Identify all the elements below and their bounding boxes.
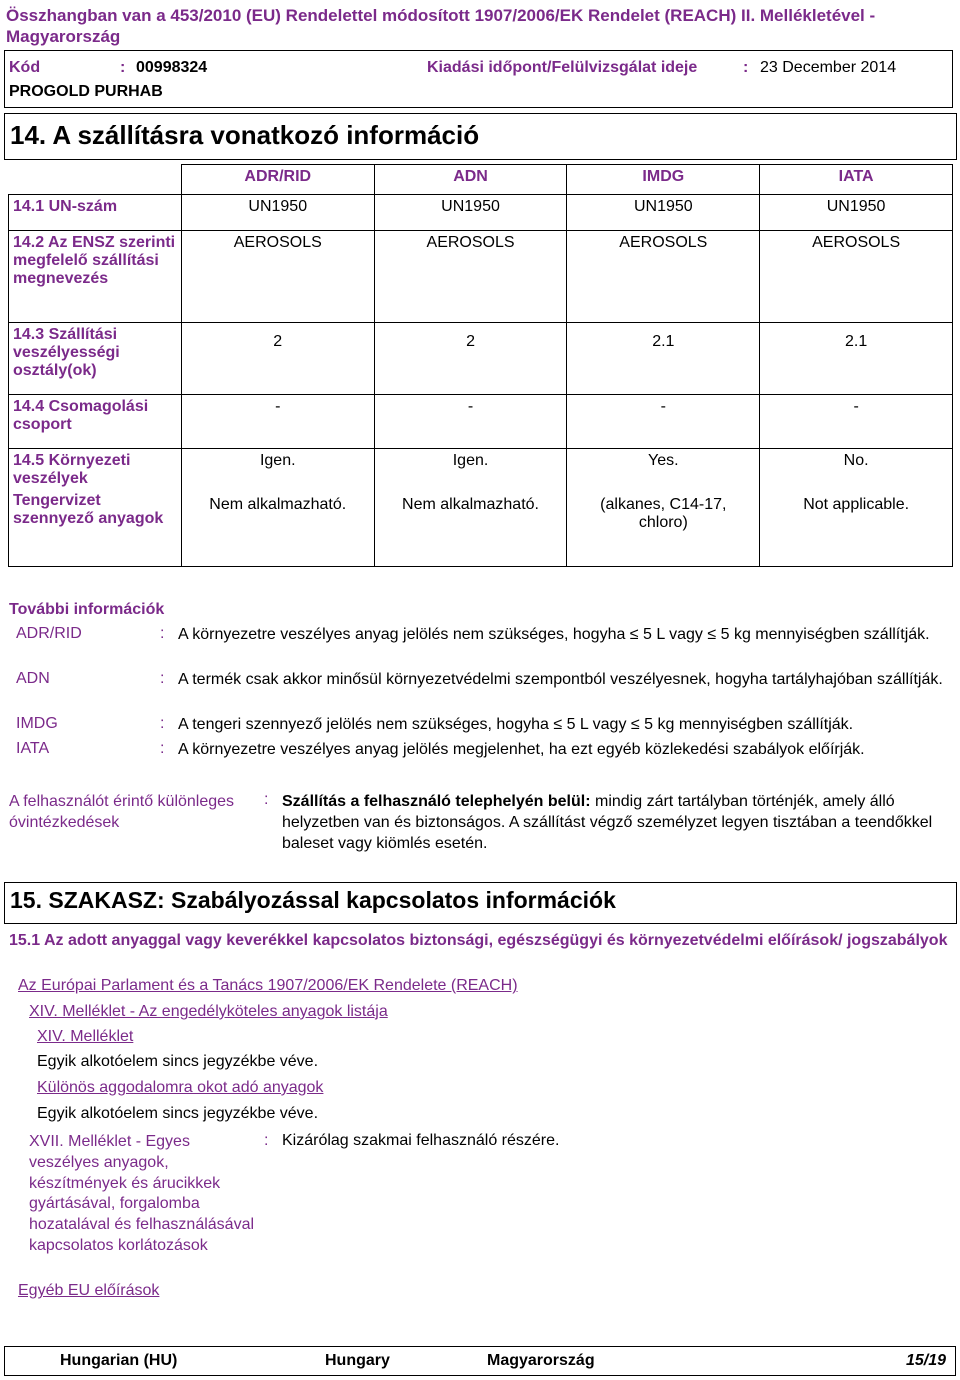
section-15-1-title: 15.1 Az adott anyaggal vagy keverékkel kapcsolatos biztonsági, egészségügyi és környezetvédelmi előírások/ jogszabályok xyxy=(9,932,948,949)
further-info-text-adr-rid: A környezetre veszélyes anyag jelölés nem szükséges, hogyha ≤ 5 L vagy ≤ 5 kg mennyiségben szállítják. xyxy=(178,626,930,643)
user-precautions-body: mindig zárt tartályban történjék, amely álló helyzetben van és biztonságos. A szállítást végző személyzet legyen tisztában a teendőkkel baleset vagy kiömlés esetén. xyxy=(282,793,933,852)
further-info-text-imdg: A tengeri szennyező jelölés nem szükséges, hogyha ≤ 5 L vagy ≤ 5 kg mennyiségben szállítják. xyxy=(178,716,854,733)
table-cell: 2.1 xyxy=(760,323,953,395)
further-info-colon: : xyxy=(160,715,165,732)
marine-pollutant-value: Not applicable. xyxy=(803,496,910,513)
svhc-heading: Különös aggodalomra okot adó anyagok xyxy=(37,1079,324,1096)
table-cell: UN1950 xyxy=(181,195,374,231)
marine-pollutant-value: Nem alkalmazható. xyxy=(209,496,347,513)
marine-pollutant-label: Tengervizet szennyező anyagok xyxy=(13,492,164,527)
document-header-title: Összhangban van a 453/2010 (EU) Rendelettel módosított 1907/2006/EK Rendelet (REACH) II. Mellékletével - Magyarország xyxy=(6,6,876,46)
footer-country: Hungary xyxy=(325,1352,390,1369)
transport-table xyxy=(8,164,953,567)
user-precautions-label: A felhasználót érintő különleges óvintézkedések xyxy=(9,793,235,831)
further-info-text-adn: A termék csak akkor minősül környezetvédelmi szempontból veszélyesnek, hogyha tartályhajóban szállítják. xyxy=(178,671,943,688)
table-cell: AEROSOLS xyxy=(760,231,953,323)
table-cell: AEROSOLS xyxy=(181,231,374,323)
table-cell: UN1950 xyxy=(567,195,760,231)
table-cell: AEROSOLS xyxy=(374,231,567,323)
issue-date-value: 23 December 2014 xyxy=(760,59,897,76)
row-label-hazard-class: 14.3 Szállítási veszélyességi osztály(ok) xyxy=(9,323,182,395)
further-info-colon: : xyxy=(160,625,165,642)
table-cell: - xyxy=(567,395,760,449)
further-info-colon: : xyxy=(160,670,165,687)
further-info-colon: : xyxy=(160,740,165,757)
table-cell: AEROSOLS xyxy=(567,231,760,323)
further-info-label-adn: ADN xyxy=(16,670,50,687)
transport-table-header-row xyxy=(9,165,953,195)
row-label-packing-group: 14.4 Csomagolási csoport xyxy=(9,395,182,449)
annex-xvii-text: Kizárólag szakmai felhasználó részére. xyxy=(282,1132,560,1149)
further-info-label-adr-rid: ADR/RID xyxy=(16,625,82,642)
footer-page-number: 15/19 xyxy=(906,1352,947,1369)
row-label-un-number: 14.1 UN-szám xyxy=(9,195,182,231)
col-header-adr-rid: ADR/RID xyxy=(181,165,374,195)
table-row xyxy=(9,231,953,323)
table-cell: - xyxy=(760,395,953,449)
marine-pollutant-value: Nem alkalmazható. xyxy=(402,496,539,513)
marine-pollutant-value: (alkanes, C14-17, chloro) xyxy=(600,496,727,531)
transport-table-corner xyxy=(9,165,182,195)
table-cell: - xyxy=(181,395,374,449)
env-hazard-value: Igen. xyxy=(452,452,489,469)
table-cell: 2 xyxy=(181,323,374,395)
table-cell xyxy=(567,449,760,567)
annex-xvii-colon: : xyxy=(264,1132,269,1149)
table-cell xyxy=(760,449,953,567)
table-cell xyxy=(181,449,374,567)
further-info-label-iata: IATA xyxy=(16,740,50,757)
svhc-text: Egyik alkotóelem sincs jegyzékbe véve. xyxy=(37,1105,319,1122)
product-name: PROGOLD PURHAB xyxy=(9,83,163,100)
annex-xvii-label: XVII. Melléklet - Egyes veszélyes anyagok, készítmények és árucikkek gyártásával, forgalomba hozatalával és felhasználásával kapcsolatos korlátozások xyxy=(29,1133,255,1254)
table-cell: 2.1 xyxy=(567,323,760,395)
table-cell: UN1950 xyxy=(374,195,567,231)
table-cell: 2 xyxy=(374,323,567,395)
annex-xiv-heading: XIV. Melléklet - Az engedélyköteles anyagok listája xyxy=(29,1003,388,1020)
annex-xiv-subheading: XIV. Melléklet xyxy=(37,1028,134,1045)
eu-regulation-heading: Az Európai Parlament és a Tanács 1907/2006/EK Rendelete (REACH) xyxy=(18,977,518,994)
code-colon: : xyxy=(120,59,126,76)
table-cell: UN1950 xyxy=(760,195,953,231)
col-header-adn: ADN xyxy=(374,165,567,195)
table-row xyxy=(9,195,953,231)
code-value: 00998324 xyxy=(136,59,208,76)
table-row xyxy=(9,395,953,449)
table-row xyxy=(9,449,953,567)
row-label-shipping-name: 14.2 Az ENSZ szerinti megfelelő szállítási megnevezés xyxy=(9,231,182,323)
environmental-hazards-label: 14.5 Környezeti veszélyek xyxy=(13,452,131,487)
issue-date-colon: : xyxy=(743,59,749,76)
footer-language: Hungarian (HU) xyxy=(60,1352,178,1369)
table-row xyxy=(9,323,953,395)
further-info-label-imdg: IMDG xyxy=(16,715,58,732)
env-hazard-value: No. xyxy=(843,452,869,469)
table-cell xyxy=(374,449,567,567)
env-hazard-value: Igen. xyxy=(259,452,296,469)
footer-country-local: Magyarország xyxy=(487,1352,595,1369)
col-header-iata: IATA xyxy=(760,165,953,195)
section-14-title: 14. A szállításra vonatkozó információ xyxy=(10,120,480,150)
env-hazard-value: Yes. xyxy=(648,452,679,469)
annex-xiv-text: Egyik alkotóelem sincs jegyzékbe véve. xyxy=(37,1053,319,1070)
user-precautions-lead: Szállítás a felhasználó telephelyén belül: xyxy=(282,793,591,810)
further-info-title: További információk xyxy=(9,601,165,618)
user-precautions-text xyxy=(282,791,952,854)
table-cell: - xyxy=(374,395,567,449)
row-label-environmental-hazards xyxy=(9,449,182,567)
section-15-title: 15. SZAKASZ: Szabályozással kapcsolatos információk xyxy=(10,887,616,913)
issue-date-label: Kiadási időpont/Felülvizsgálat ideje xyxy=(427,59,698,76)
user-precautions-colon: : xyxy=(264,791,269,808)
code-label: Kód xyxy=(9,59,41,76)
further-info-text-iata: A környezetre veszélyes anyag jelölés megjelenhet, ha ezt egyéb közlekedési szabályok előírják. xyxy=(178,741,865,758)
other-eu-regulations-heading: Egyéb EU előírások xyxy=(18,1282,160,1299)
col-header-imdg: IMDG xyxy=(567,165,760,195)
